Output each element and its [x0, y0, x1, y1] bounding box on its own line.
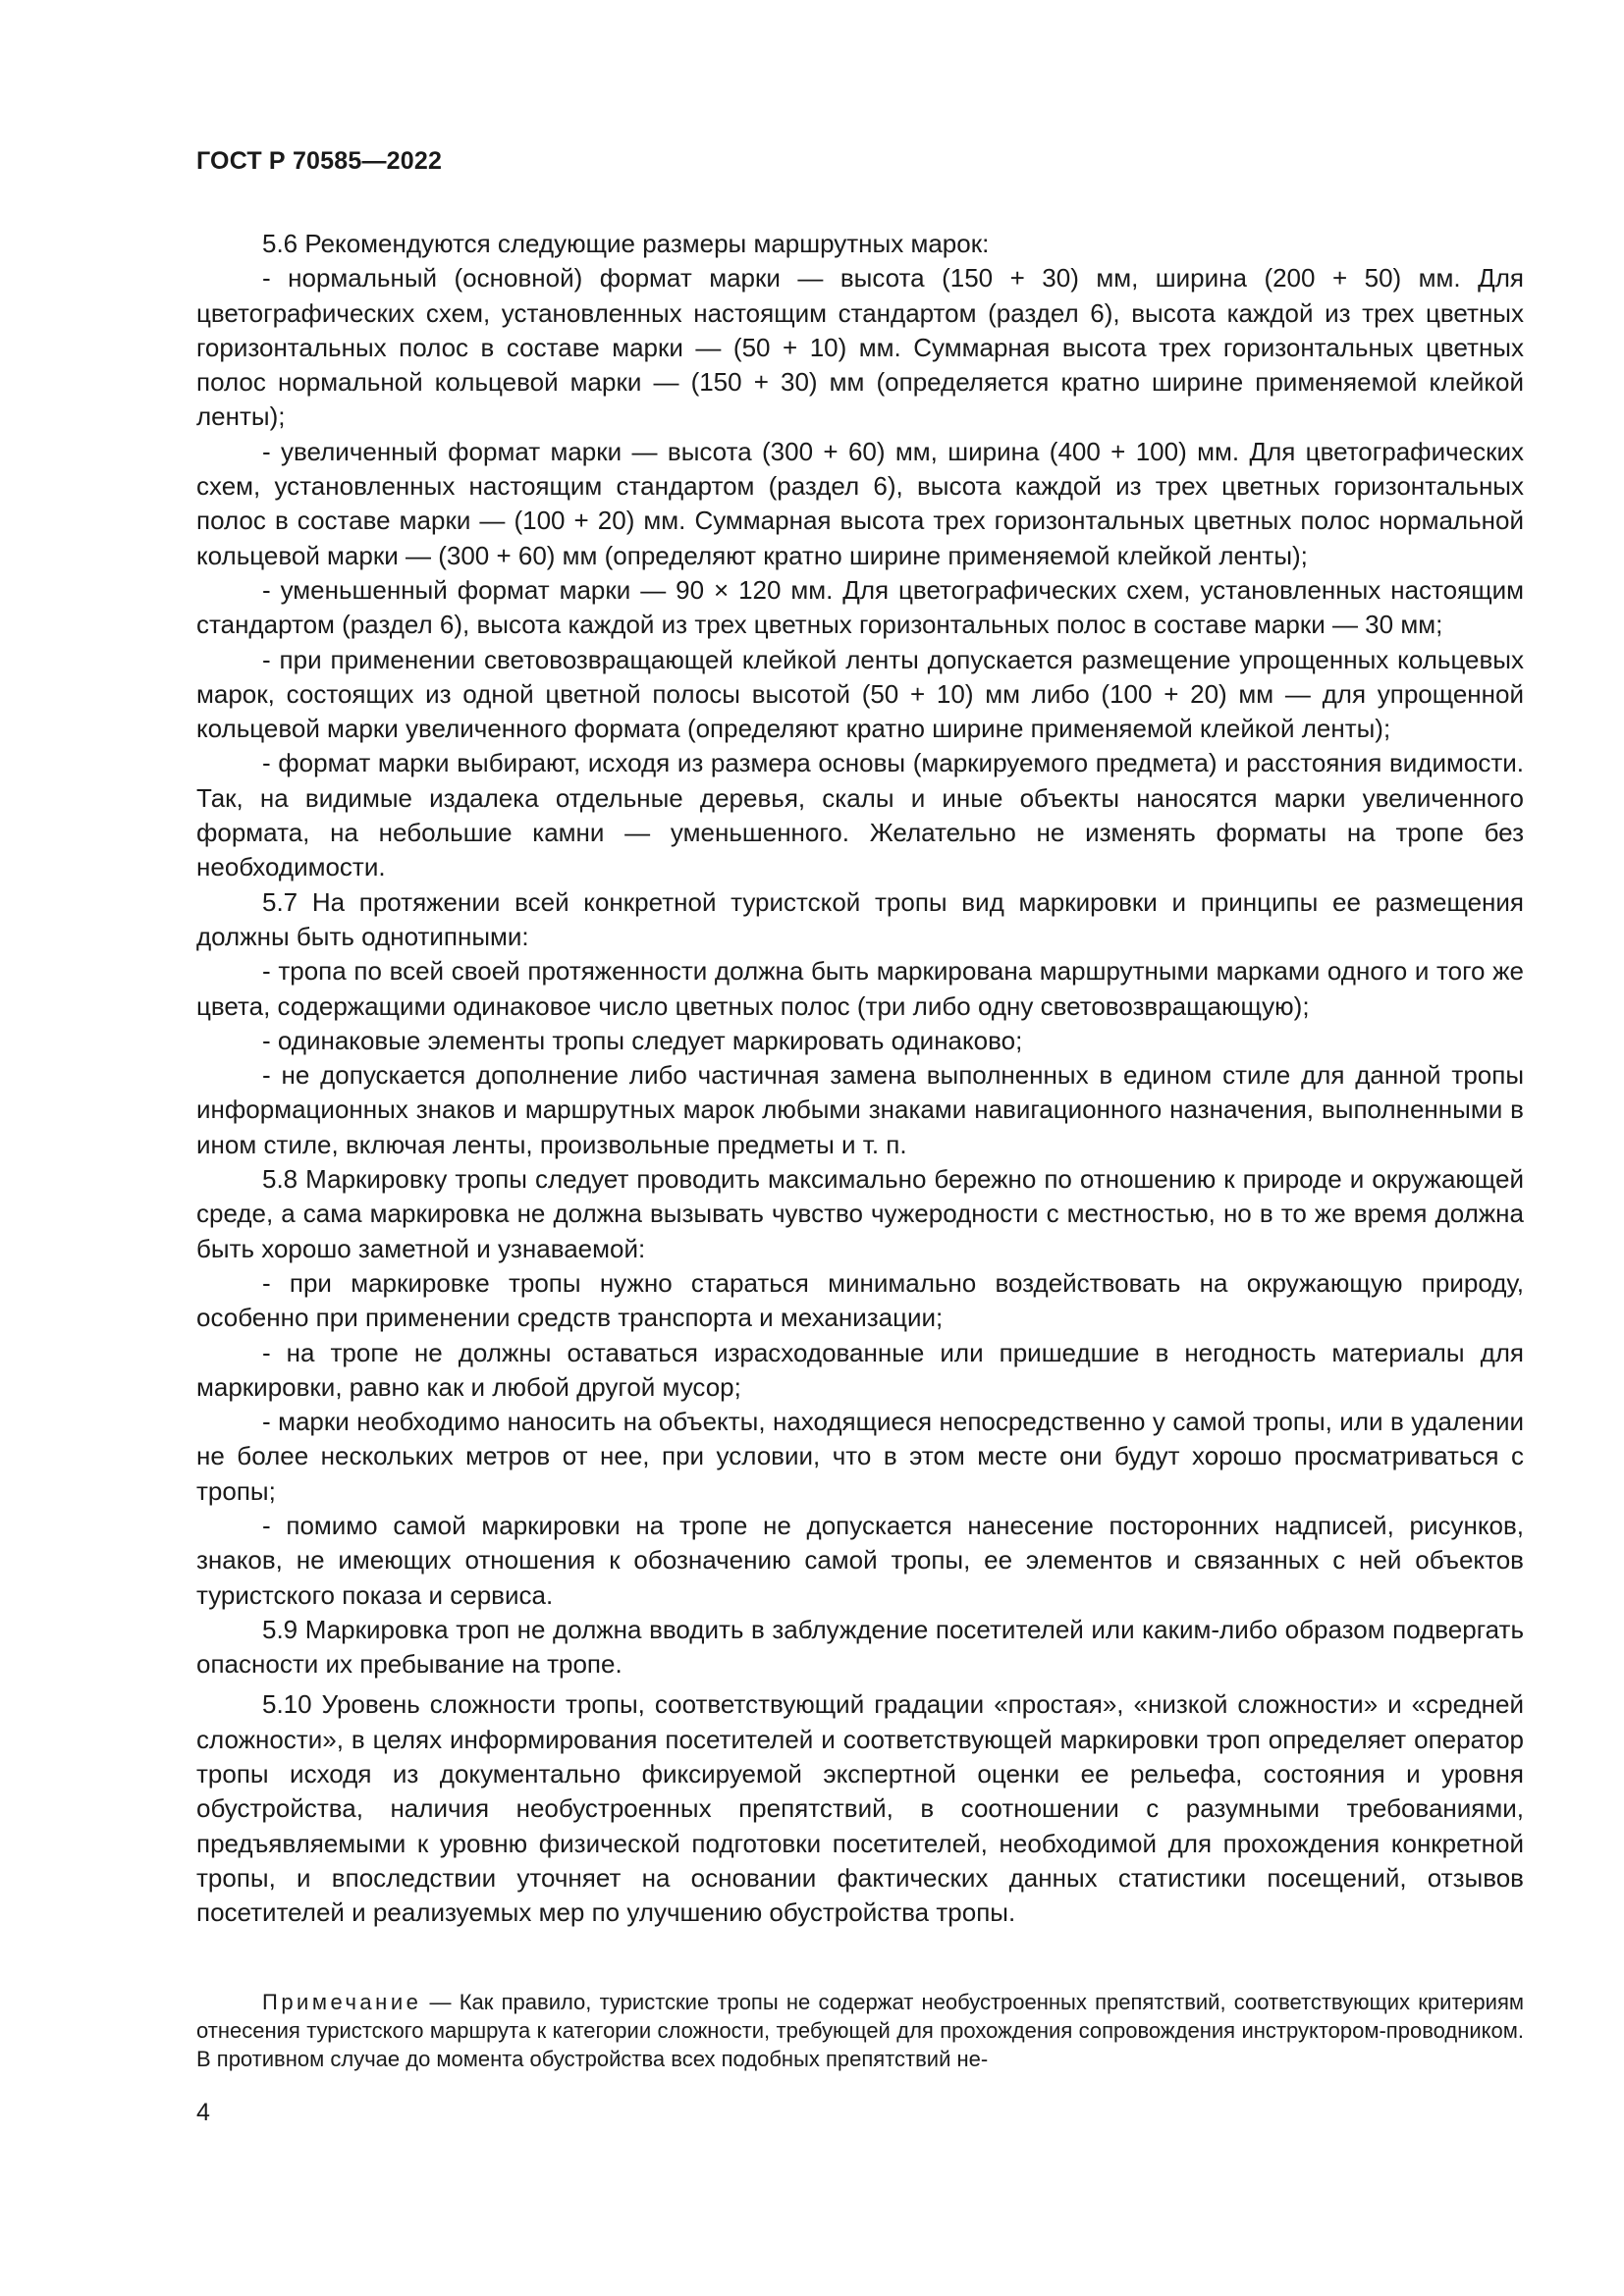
list-item: - одинаковые элементы тропы следует маркировать одинаково; [262, 1025, 1023, 1055]
paragraph-5-10: 5.10 Уровень сложности тропы, соответствующий градации «простая», «низкой сложности» и «средней сложности», в целях информирования посетителей и соответствующей маркировки троп определяет оператор тропы исходя из документально фиксируемой экспертной оценки ее рельефа, состояния и уровня обустройства, наличия необустроенных препятствий, в соотношении с разумными требованиями, предъявляемыми к уровню физической подготовки посетителей, необходимой для прохождения конкретной тропы, и впоследствии уточняет на основании фактических данных статистики посещений, отзывов посетителей и реализуемых мер по улучшению обустройства тропы. [196, 1689, 1524, 1928]
list-item: - тропа по всей своей протяженности должна быть маркирована маршрутными марками одного и того же цвета, содержащими одинаковое число цветных полос (три либо одну световозвращающую); [196, 956, 1524, 1021]
note-label: Примечание [262, 1990, 422, 2014]
list-item: - не допускается дополнение либо частичная замена выполненных в едином стиле для данной тропы информационных знаков и маршрутных марок любыми знаками навигационного назначения, выполненными в ином стиле, включая ленты, произвольные предметы и т. п. [196, 1060, 1524, 1159]
document-body [196, 227, 1524, 1931]
list-item: - уменьшенный формат марки — 90 × 120 мм. Для цветографических схем, установленных настоящим стандартом (раздел 6), высота каждой из трех цветных горизонтальных полос в составе марки — 30 мм; [196, 574, 1524, 640]
note [196, 1988, 1524, 2073]
list-item: - при маркировке тропы нужно стараться минимально воздействовать на окружающую природу, особенно при применении средств транспорта и механизации; [196, 1267, 1524, 1333]
list-item: - марки необходимо наносить на объекты, находящиеся непосредственно у самой тропы, или в удалении не более нескольких метров от нее, при условии, что в этом месте они будут хорошо просматриваться с тропы; [196, 1407, 1524, 1506]
note-text: — Как правило, туристские тропы не содержат необустроенных препятствий, соответствующих критериям отнесения туристского маршрута к категории сложности, требующей для прохождения сопровождения инструктором-проводником. В противном случае до момента обустройства всех подобных препятствий не- [196, 1990, 1524, 2071]
document-header: ГОСТ Р 70585—2022 [196, 147, 443, 175]
list-item: - формат марки выбирают, исходя из размера основы (маркируемого предмета) и расстояния видимости. Так, на видимые издалека отдельные деревья, скалы и иные объекты наносятся марки увеличенного формата, на небольшие камни — уменьшенного. Желательно не изменять форматы на тропе без необходимости. [196, 748, 1524, 882]
paragraph-5-9: 5.9 Маркировка троп не должна вводить в заблуждение посетителей или каким-либо образом подвергать опасности их пребывание на тропе. [196, 1614, 1524, 1680]
list-item: - на тропе не должны оставаться израсходованные или пришедшие в негодность материалы для маркировки, равно как и любой другой мусор; [196, 1337, 1524, 1402]
list-item: - увеличенный формат марки — высота (300 + 60) мм, ширина (400 + 100) мм. Для цветографических схем, установленных настоящим стандартом (раздел 6), высота каждой из трех цветных горизонтальных полос в составе марки — (100 + 20) мм. Суммарная высота трех горизонтальных цветных полос нормальной кольцевой марки — (300 + 60) мм (определяют кратно ширине применяемой клейкой ленты); [196, 436, 1524, 570]
paragraph-5-6: 5.6 Рекомендуются следующие размеры маршрутных марок: [262, 229, 990, 258]
list-item: - нормальный (основной) формат марки — высота (150 + 30) мм, ширина (200 + 50) мм. Для цветографических схем, установленных настоящим стандартом (раздел 6), высота каждой из трех цветных горизонтальных полос в составе марки — (50 + 10) мм. Суммарная высота трех горизонтальных цветных полос нормальной кольцевой марки — (150 + 30) мм (определяется кратно ширине применяемой клейкой ленты); [196, 263, 1524, 432]
list-item: - помимо самой маркировки на тропе не допускается нанесение посторонних надписей, рисунков, знаков, не имеющих отношения к обозначению самой тропы, ее элементов и связанных с ней объектов туристского показа и сервиса. [196, 1510, 1524, 1610]
list-item: - при применении световозвращающей клейкой ленты допускается размещение упрощенных кольцевых марок, состоящих из одной цветной полосы высотой (50 + 10) мм либо (100 + 20) мм — для упрощенной кольцевой марки увеличенного формата (определяют кратно ширине применяемой клейкой ленты); [196, 644, 1524, 744]
paragraph-5-7: 5.7 На протяжении всей конкретной туристской тропы вид маркировки и принципы ее размещения должны быть однотипными: [196, 886, 1524, 951]
page-number: 4 [196, 2099, 210, 2126]
paragraph-5-8: 5.8 Маркировку тропы следует проводить максимально бережно по отношению к природе и окружающей среде, а сама маркировка не должна вызывать чувство чужеродности с местностью, но в то же время должна быть хорошо заметной и узнаваемой: [196, 1164, 1524, 1263]
